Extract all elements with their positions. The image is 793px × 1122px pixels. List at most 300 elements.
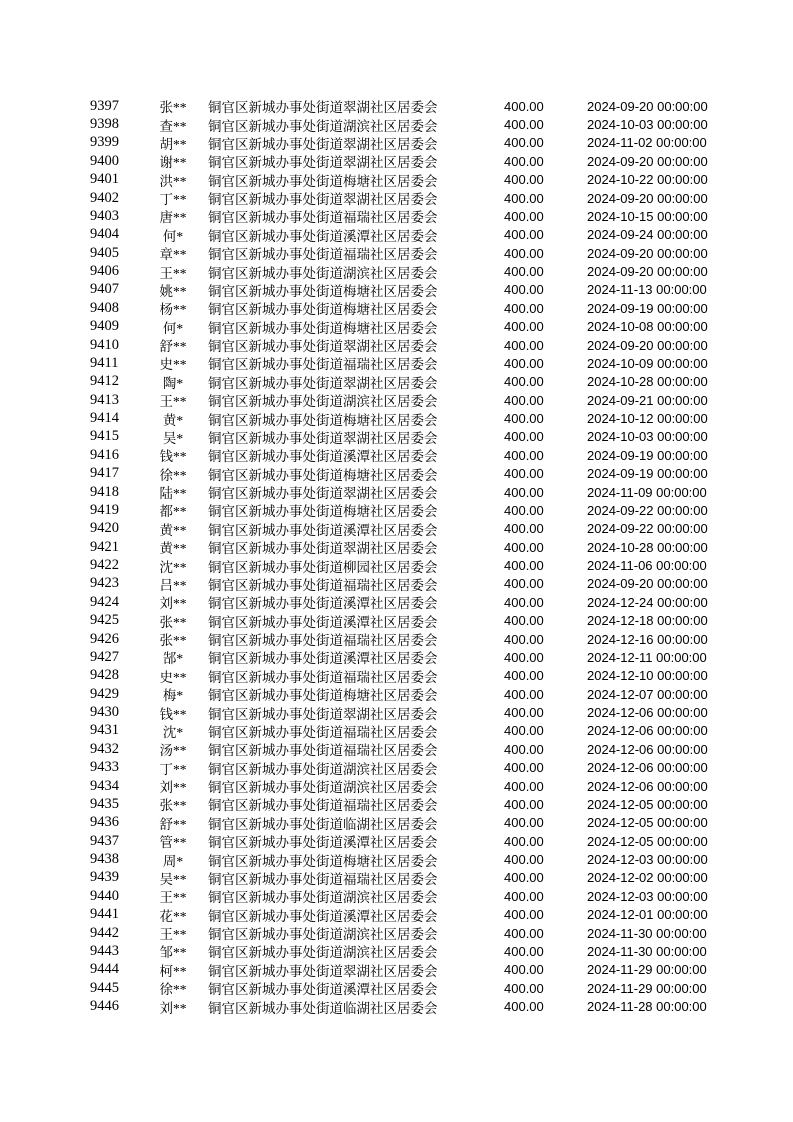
table-row: [0, 354, 793, 372]
table-row: [0, 722, 793, 740]
table-row: [0, 244, 793, 262]
row-amount: 400.00: [504, 208, 544, 224]
table-row: [0, 97, 793, 115]
row-organization: 铜官区新城办事处街道梅塘社区居委会: [208, 504, 438, 520]
row-organization: 铜官区新城办事处街道福瑞社区居委会: [208, 357, 438, 373]
row-organization: 铜官区新城办事处街道溪潭社区居委会: [208, 982, 438, 998]
row-organization: 铜官区新城办事处街道福瑞社区居委会: [208, 210, 438, 226]
table-row: [0, 171, 793, 189]
table-row: [0, 207, 793, 225]
row-amount: 400.00: [504, 833, 544, 849]
row-amount: 400.00: [504, 227, 544, 243]
row-amount: 400.00: [504, 411, 544, 427]
row-amount: 400.00: [504, 466, 544, 482]
table-row: [0, 520, 793, 538]
row-masked-name: 梅*: [162, 688, 184, 704]
table-row: [0, 924, 793, 942]
row-datetime: 2024-12-06 00:00:00: [587, 705, 708, 721]
table-row: [0, 979, 793, 997]
row-masked-name: 吴**: [159, 871, 187, 887]
row-masked-name: 刘**: [159, 596, 187, 612]
row-sequence-number: 9413: [90, 391, 119, 408]
row-amount: 400.00: [504, 796, 544, 812]
row-masked-name: 张**: [159, 798, 187, 814]
row-masked-name: 刘**: [159, 1000, 187, 1016]
row-sequence-number: 9418: [90, 483, 119, 500]
row-sequence-number: 9443: [90, 942, 119, 959]
row-datetime: 2024-11-30 00:00:00: [587, 943, 707, 959]
row-sequence-number: 9426: [90, 630, 119, 647]
row-sequence-number: 9440: [90, 887, 119, 904]
row-sequence-number: 9423: [90, 575, 119, 592]
table-row: [0, 262, 793, 280]
row-organization: 铜官区新城办事处街道翠湖社区居委会: [208, 100, 438, 116]
row-masked-name: 吕**: [159, 577, 187, 593]
row-masked-name: 姚**: [159, 283, 187, 299]
row-organization: 铜官区新城办事处街道翠湖社区居委会: [208, 155, 438, 171]
row-masked-name: 张**: [159, 100, 187, 116]
row-organization: 铜官区新城办事处街道福瑞社区居委会: [208, 871, 438, 887]
table-row: [0, 134, 793, 152]
row-masked-name: 沈**: [159, 559, 187, 575]
row-masked-name: 汤**: [159, 743, 187, 759]
row-amount: 400.00: [504, 337, 544, 353]
row-amount: 400.00: [504, 374, 544, 390]
row-datetime: 2024-12-18 00:00:00: [587, 613, 708, 629]
row-organization: 铜官区新城办事处街道梅塘社区居委会: [208, 688, 438, 704]
row-sequence-number: 9402: [90, 189, 119, 206]
row-masked-name: 黄**: [159, 541, 187, 557]
row-amount: 400.00: [504, 649, 544, 665]
table-row: [0, 115, 793, 133]
row-masked-name: 陶*: [162, 375, 184, 391]
table-row: [0, 318, 793, 336]
table-row: [0, 336, 793, 354]
row-masked-name: 何*: [162, 320, 184, 336]
row-datetime: 2024-10-12 00:00:00: [587, 411, 708, 427]
row-sequence-number: 9430: [90, 704, 119, 721]
row-organization: 铜官区新城办事处街道溪潭社区居委会: [208, 596, 438, 612]
row-datetime: 2024-11-29 00:00:00: [587, 962, 707, 978]
table-row: [0, 428, 793, 446]
row-sequence-number: 9437: [90, 832, 119, 849]
row-datetime: 2024-12-10 00:00:00: [587, 668, 708, 684]
row-masked-name: 徐**: [159, 467, 187, 483]
row-sequence-number: 9425: [90, 612, 119, 629]
row-masked-name: 刘**: [159, 780, 187, 796]
row-sequence-number: 9429: [90, 685, 119, 702]
row-amount: 400.00: [504, 631, 544, 647]
row-sequence-number: 9439: [90, 869, 119, 886]
table-row: [0, 593, 793, 611]
row-sequence-number: 9399: [90, 134, 119, 151]
row-organization: 铜官区新城办事处街道湖滨社区居委会: [208, 780, 438, 796]
row-masked-name: 胡**: [159, 136, 187, 152]
row-sequence-number: 9412: [90, 373, 119, 390]
row-sequence-number: 9408: [90, 299, 119, 316]
row-sequence-number: 9421: [90, 538, 119, 555]
row-amount: 400.00: [504, 245, 544, 261]
row-masked-name: 黄*: [162, 412, 184, 428]
row-datetime: 2024-10-03 00:00:00: [587, 429, 708, 445]
row-organization: 铜官区新城办事处街道翠湖社区居委会: [208, 192, 438, 208]
table-row: [0, 538, 793, 556]
row-organization: 铜官区新城办事处街道翠湖社区居委会: [208, 541, 438, 557]
row-organization: 铜官区新城办事处街道梅塘社区居委会: [208, 320, 438, 336]
row-sequence-number: 9406: [90, 263, 119, 280]
row-sequence-number: 9431: [90, 722, 119, 739]
row-masked-name: 舒**: [159, 816, 187, 832]
row-amount: 400.00: [504, 613, 544, 629]
row-masked-name: 舒**: [159, 339, 187, 355]
row-masked-name: 周*: [162, 853, 184, 869]
row-masked-name: 丁**: [159, 761, 187, 777]
row-datetime: 2024-11-29 00:00:00: [587, 980, 707, 996]
row-organization: 铜官区新城办事处街道临湖社区居委会: [208, 1000, 438, 1016]
row-sequence-number: 9409: [90, 318, 119, 335]
row-datetime: 2024-09-22 00:00:00: [587, 521, 708, 537]
table-row: [0, 667, 793, 685]
row-sequence-number: 9444: [90, 961, 119, 978]
row-sequence-number: 9434: [90, 777, 119, 794]
table-row: [0, 281, 793, 299]
table-row: [0, 446, 793, 464]
row-amount: 400.00: [504, 172, 544, 188]
table-row: [0, 630, 793, 648]
row-organization: 铜官区新城办事处街道翠湖社区居委会: [208, 963, 438, 979]
row-masked-name: 谢**: [159, 155, 187, 171]
row-datetime: 2024-12-16 00:00:00: [587, 631, 708, 647]
row-datetime: 2024-11-13 00:00:00: [587, 282, 707, 298]
table-row: [0, 942, 793, 960]
row-datetime: 2024-09-20 00:00:00: [587, 98, 708, 114]
row-amount: 400.00: [504, 153, 544, 169]
row-amount: 400.00: [504, 723, 544, 739]
row-sequence-number: 9427: [90, 648, 119, 665]
row-organization: 铜官区新城办事处街道梅塘社区居委会: [208, 853, 438, 869]
row-datetime: 2024-10-15 00:00:00: [587, 208, 708, 224]
row-amount: 400.00: [504, 117, 544, 133]
row-masked-name: 邹**: [159, 945, 187, 961]
table-row: [0, 850, 793, 868]
row-amount: 400.00: [504, 852, 544, 868]
row-amount: 400.00: [504, 392, 544, 408]
row-sequence-number: 9428: [90, 667, 119, 684]
table-row: [0, 189, 793, 207]
row-datetime: 2024-12-07 00:00:00: [587, 686, 708, 702]
row-organization: 铜官区新城办事处街道福瑞社区居委会: [208, 798, 438, 814]
row-amount: 400.00: [504, 686, 544, 702]
row-datetime: 2024-12-06 00:00:00: [587, 778, 708, 794]
row-organization: 铜官区新城办事处街道翠湖社区居委会: [208, 486, 438, 502]
row-amount: 400.00: [504, 300, 544, 316]
table-row: [0, 556, 793, 574]
row-amount: 400.00: [504, 539, 544, 555]
row-datetime: 2024-09-20 00:00:00: [587, 264, 708, 280]
row-amount: 400.00: [504, 888, 544, 904]
row-sequence-number: 9420: [90, 520, 119, 537]
row-organization: 铜官区新城办事处街道翠湖社区居委会: [208, 375, 438, 391]
row-masked-name: 管**: [159, 835, 187, 851]
table-row: [0, 391, 793, 409]
row-sequence-number: 9441: [90, 906, 119, 923]
row-masked-name: 钱**: [159, 706, 187, 722]
row-amount: 400.00: [504, 521, 544, 537]
row-masked-name: 花**: [159, 908, 187, 924]
row-masked-name: 何*: [162, 228, 184, 244]
table-row: [0, 465, 793, 483]
row-organization: 铜官区新城办事处街道翠湖社区居委会: [208, 430, 438, 446]
row-masked-name: 唐**: [159, 210, 187, 226]
row-amount: 400.00: [504, 282, 544, 298]
row-organization: 铜官区新城办事处街道湖滨社区居委会: [208, 118, 438, 134]
row-organization: 铜官区新城办事处街道湖滨社区居委会: [208, 265, 438, 281]
row-masked-name: 徐**: [159, 982, 187, 998]
row-masked-name: 查**: [159, 118, 187, 134]
row-datetime: 2024-09-20 00:00:00: [587, 576, 708, 592]
row-amount: 400.00: [504, 98, 544, 114]
row-datetime: 2024-12-05 00:00:00: [587, 796, 708, 812]
table-row: [0, 759, 793, 777]
row-amount: 400.00: [504, 319, 544, 335]
row-masked-name: 洪**: [159, 173, 187, 189]
row-organization: 铜官区新城办事处街道福瑞社区居委会: [208, 633, 438, 649]
row-datetime: 2024-09-20 00:00:00: [587, 190, 708, 206]
table-row: [0, 373, 793, 391]
table-row: [0, 961, 793, 979]
row-datetime: 2024-12-03 00:00:00: [587, 888, 708, 904]
row-amount: 400.00: [504, 705, 544, 721]
row-amount: 400.00: [504, 429, 544, 445]
row-datetime: 2024-12-03 00:00:00: [587, 852, 708, 868]
row-amount: 400.00: [504, 741, 544, 757]
row-organization: 铜官区新城办事处街道翠湖社区居委会: [208, 339, 438, 355]
row-amount: 400.00: [504, 576, 544, 592]
row-sequence-number: 9446: [90, 998, 119, 1015]
row-masked-name: 陆**: [159, 486, 187, 502]
row-sequence-number: 9424: [90, 593, 119, 610]
row-sequence-number: 9445: [90, 979, 119, 996]
row-sequence-number: 9422: [90, 557, 119, 574]
table-row: [0, 869, 793, 887]
row-amount: 400.00: [504, 980, 544, 996]
row-sequence-number: 9404: [90, 226, 119, 243]
row-organization: 铜官区新城办事处街道福瑞社区居委会: [208, 724, 438, 740]
row-amount: 400.00: [504, 925, 544, 941]
row-sequence-number: 9417: [90, 465, 119, 482]
row-sequence-number: 9438: [90, 851, 119, 868]
row-organization: 铜官区新城办事处街道梅塘社区居委会: [208, 302, 438, 318]
row-organization: 铜官区新城办事处街道溪潭社区居委会: [208, 228, 438, 244]
row-masked-name: 史**: [159, 669, 187, 685]
row-sequence-number: 9400: [90, 152, 119, 169]
row-sequence-number: 9433: [90, 759, 119, 776]
row-masked-name: 王**: [159, 927, 187, 943]
row-amount: 400.00: [504, 484, 544, 500]
table-row: [0, 226, 793, 244]
row-datetime: 2024-12-06 00:00:00: [587, 741, 708, 757]
row-masked-name: 柯**: [159, 963, 187, 979]
row-sequence-number: 9407: [90, 281, 119, 298]
table-row: [0, 685, 793, 703]
row-sequence-number: 9435: [90, 795, 119, 812]
row-sequence-number: 9398: [90, 116, 119, 133]
row-amount: 400.00: [504, 870, 544, 886]
row-datetime: 2024-09-20 00:00:00: [587, 337, 708, 353]
row-organization: 铜官区新城办事处街道溪潭社区居委会: [208, 449, 438, 465]
row-amount: 400.00: [504, 815, 544, 831]
table-row: [0, 887, 793, 905]
row-organization: 铜官区新城办事处街道梅塘社区居委会: [208, 283, 438, 299]
row-organization: 铜官区新城办事处街道溪潭社区居委会: [208, 835, 438, 851]
table-row: [0, 152, 793, 170]
table-row: [0, 703, 793, 721]
row-organization: 铜官区新城办事处街道福瑞社区居委会: [208, 577, 438, 593]
row-organization: 铜官区新城办事处街道临湖社区居委会: [208, 816, 438, 832]
table-row: [0, 501, 793, 519]
table-row: [0, 409, 793, 427]
row-sequence-number: 9436: [90, 814, 119, 831]
row-organization: 铜官区新城办事处街道湖滨社区居委会: [208, 394, 438, 410]
row-masked-name: 章**: [159, 247, 187, 263]
row-datetime: 2024-10-08 00:00:00: [587, 319, 708, 335]
table-row: [0, 777, 793, 795]
row-amount: 400.00: [504, 135, 544, 151]
row-amount: 400.00: [504, 447, 544, 463]
row-amount: 400.00: [504, 760, 544, 776]
row-amount: 400.00: [504, 778, 544, 794]
row-sequence-number: 9401: [90, 171, 119, 188]
row-sequence-number: 9405: [90, 244, 119, 261]
row-datetime: 2024-12-05 00:00:00: [587, 833, 708, 849]
row-amount: 400.00: [504, 907, 544, 923]
table-row: [0, 740, 793, 758]
row-sequence-number: 9397: [90, 97, 119, 114]
row-masked-name: 黄**: [159, 522, 187, 538]
row-organization: 铜官区新城办事处街道柳园社区居委会: [208, 559, 438, 575]
row-masked-name: 王**: [159, 394, 187, 410]
row-organization: 铜官区新城办事处街道湖滨社区居委会: [208, 927, 438, 943]
row-amount: 400.00: [504, 264, 544, 280]
row-amount: 400.00: [504, 594, 544, 610]
row-amount: 400.00: [504, 999, 544, 1015]
row-datetime: 2024-09-19 00:00:00: [587, 447, 708, 463]
row-datetime: 2024-09-22 00:00:00: [587, 502, 708, 518]
row-organization: 铜官区新城办事处街道溪潭社区居委会: [208, 651, 438, 667]
row-datetime: 2024-09-19 00:00:00: [587, 466, 708, 482]
row-datetime: 2024-12-05 00:00:00: [587, 815, 708, 831]
row-sequence-number: 9419: [90, 501, 119, 518]
row-datetime: 2024-09-20 00:00:00: [587, 245, 708, 261]
row-masked-name: 王**: [159, 265, 187, 281]
row-organization: 铜官区新城办事处街道翠湖社区居委会: [208, 136, 438, 152]
row-amount: 400.00: [504, 190, 544, 206]
table-row: [0, 906, 793, 924]
row-masked-name: 都**: [159, 504, 187, 520]
row-amount: 400.00: [504, 668, 544, 684]
row-masked-name: 张**: [159, 633, 187, 649]
row-sequence-number: 9416: [90, 446, 119, 463]
row-datetime: 2024-10-22 00:00:00: [587, 172, 708, 188]
row-organization: 铜官区新城办事处街道溪潭社区居委会: [208, 614, 438, 630]
row-sequence-number: 9414: [90, 410, 119, 427]
row-masked-name: 郜*: [162, 651, 184, 667]
row-datetime: 2024-10-28 00:00:00: [587, 374, 708, 390]
table-row: [0, 832, 793, 850]
row-datetime: 2024-09-20 00:00:00: [587, 153, 708, 169]
table-row: [0, 795, 793, 813]
row-organization: 铜官区新城办事处街道福瑞社区居委会: [208, 669, 438, 685]
row-datetime: 2024-12-11 00:00:00: [587, 649, 707, 665]
row-datetime: 2024-11-02 00:00:00: [587, 135, 707, 151]
row-masked-name: 杨**: [159, 302, 187, 318]
row-datetime: 2024-12-06 00:00:00: [587, 723, 708, 739]
row-organization: 铜官区新城办事处街道翠湖社区居委会: [208, 706, 438, 722]
row-amount: 400.00: [504, 502, 544, 518]
row-masked-name: 王**: [159, 890, 187, 906]
row-datetime: 2024-11-28 00:00:00: [587, 999, 707, 1015]
row-sequence-number: 9442: [90, 924, 119, 941]
row-datetime: 2024-12-24 00:00:00: [587, 594, 708, 610]
row-sequence-number: 9403: [90, 207, 119, 224]
row-organization: 铜官区新城办事处街道溪潭社区居委会: [208, 908, 438, 924]
row-amount: 400.00: [504, 943, 544, 959]
row-datetime: 2024-12-02 00:00:00: [587, 870, 708, 886]
row-datetime: 2024-09-19 00:00:00: [587, 300, 708, 316]
row-amount: 400.00: [504, 962, 544, 978]
row-datetime: 2024-11-09 00:00:00: [587, 484, 707, 500]
row-datetime: 2024-10-09 00:00:00: [587, 355, 708, 371]
row-masked-name: 钱**: [159, 449, 187, 465]
row-masked-name: 史**: [159, 357, 187, 373]
row-organization: 铜官区新城办事处街道湖滨社区居委会: [208, 761, 438, 777]
row-organization: 铜官区新城办事处街道溪潭社区居委会: [208, 522, 438, 538]
row-datetime: 2024-12-01 00:00:00: [587, 907, 708, 923]
row-datetime: 2024-09-21 00:00:00: [587, 392, 708, 408]
row-organization: 铜官区新城办事处街道福瑞社区居委会: [208, 743, 438, 759]
row-datetime: 2024-12-06 00:00:00: [587, 760, 708, 776]
row-datetime: 2024-11-30 00:00:00: [587, 925, 707, 941]
table-row: [0, 483, 793, 501]
row-masked-name: 吴*: [162, 430, 184, 446]
row-masked-name: 丁**: [159, 192, 187, 208]
payment-roster-table: [0, 97, 793, 1016]
table-row: [0, 814, 793, 832]
row-organization: 铜官区新城办事处街道福瑞社区居委会: [208, 247, 438, 263]
row-amount: 400.00: [504, 355, 544, 371]
row-organization: 铜官区新城办事处街道梅塘社区居委会: [208, 412, 438, 428]
row-sequence-number: 9411: [90, 354, 119, 371]
table-row: [0, 299, 793, 317]
row-amount: 400.00: [504, 558, 544, 574]
row-sequence-number: 9415: [90, 428, 119, 445]
row-sequence-number: 9410: [90, 336, 119, 353]
row-datetime: 2024-09-24 00:00:00: [587, 227, 708, 243]
row-organization: 铜官区新城办事处街道湖滨社区居委会: [208, 945, 438, 961]
table-row: [0, 648, 793, 666]
table-row: [0, 575, 793, 593]
row-datetime: 2024-10-03 00:00:00: [587, 117, 708, 133]
row-masked-name: 沈*: [162, 724, 184, 740]
row-datetime: 2024-11-06 00:00:00: [587, 558, 707, 574]
table-row: [0, 997, 793, 1015]
row-sequence-number: 9432: [90, 740, 119, 757]
row-datetime: 2024-10-28 00:00:00: [587, 539, 708, 555]
row-organization: 铜官区新城办事处街道梅塘社区居委会: [208, 173, 438, 189]
row-masked-name: 张**: [159, 614, 187, 630]
row-organization: 铜官区新城办事处街道梅塘社区居委会: [208, 467, 438, 483]
table-row: [0, 612, 793, 630]
